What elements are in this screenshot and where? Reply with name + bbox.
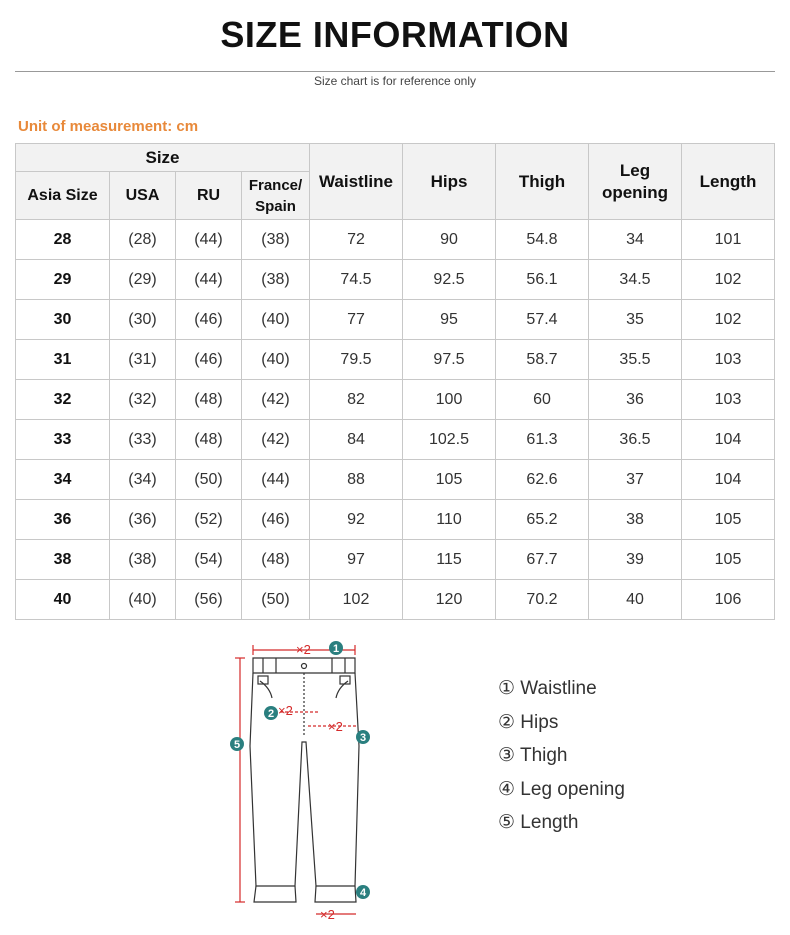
asia-size-cell: 31 (16, 340, 110, 380)
asia-size-cell: 32 (16, 380, 110, 420)
asia-size-cell: 36 (16, 500, 110, 540)
asia-size-cell: 38 (16, 540, 110, 580)
table-cell: 102 (682, 260, 775, 300)
table-cell: (38) (242, 220, 310, 260)
table-cell: (48) (176, 420, 242, 460)
asia-size-cell: 28 (16, 220, 110, 260)
table-cell: (50) (242, 580, 310, 620)
times-two-label-1: ×2 (296, 642, 311, 657)
col-header-hips: Hips (403, 144, 496, 220)
table-cell: (28) (110, 220, 176, 260)
table-row (16, 580, 775, 620)
col-header-length: Length (682, 144, 775, 220)
table-cell: 105 (403, 460, 496, 500)
table-row (16, 460, 775, 500)
table-cell: 105 (682, 500, 775, 540)
page-title: SIZE INFORMATION (220, 14, 570, 55)
table-cell: 67.7 (496, 540, 589, 580)
legend-item-thigh: ③ Thigh (498, 745, 568, 766)
table-cell: 70.2 (496, 580, 589, 620)
asia-size-cell: 30 (16, 300, 110, 340)
table-cell: (33) (110, 420, 176, 460)
table-cell: (44) (242, 460, 310, 500)
table-row (16, 220, 775, 260)
table-cell: 39 (589, 540, 682, 580)
table-cell: 36.5 (589, 420, 682, 460)
table-cell: (30) (110, 300, 176, 340)
table-cell: 34.5 (589, 260, 682, 300)
table-cell: 79.5 (310, 340, 403, 380)
col-header-france-spain: France/ Spain (242, 172, 310, 220)
title-divider (15, 71, 775, 72)
table-cell: 74.5 (310, 260, 403, 300)
table-cell: (46) (176, 340, 242, 380)
table-cell: (50) (176, 460, 242, 500)
table-cell: (31) (110, 340, 176, 380)
table-row (16, 340, 775, 380)
asia-size-cell: 40 (16, 580, 110, 620)
table-cell: 72 (310, 220, 403, 260)
asia-size-cell: 34 (16, 460, 110, 500)
table-cell: 97.5 (403, 340, 496, 380)
table-cell: 90 (403, 220, 496, 260)
size-table (15, 143, 775, 620)
table-cell: 92.5 (403, 260, 496, 300)
pants-diagram (220, 636, 390, 931)
table-row (16, 260, 775, 300)
table-cell: (40) (242, 340, 310, 380)
asia-size-cell: 29 (16, 260, 110, 300)
page-subtitle: Size chart is for reference only (313, 74, 477, 88)
pants-illustration (220, 636, 390, 926)
table-cell: (38) (110, 540, 176, 580)
table-row (16, 420, 775, 460)
times-two-label-3: ×2 (328, 719, 343, 734)
table-cell: 110 (403, 500, 496, 540)
table-cell: 115 (403, 540, 496, 580)
table-cell: (38) (242, 260, 310, 300)
table-cell: (32) (110, 380, 176, 420)
table-cell: (44) (176, 260, 242, 300)
table-cell: 58.7 (496, 340, 589, 380)
table-cell: (48) (242, 540, 310, 580)
table-cell: 65.2 (496, 500, 589, 540)
table-cell: 57.4 (496, 300, 589, 340)
table-cell: (52) (176, 500, 242, 540)
table-cell: (40) (110, 580, 176, 620)
table-cell: (42) (242, 420, 310, 460)
times-two-label-4: ×2 (320, 907, 335, 922)
legend-item-leg-opening: ④ Leg opening (498, 778, 625, 800)
table-row (16, 380, 775, 420)
table-cell: 103 (682, 380, 775, 420)
marker-1-label: 1 (332, 643, 340, 655)
measurement-legend (498, 676, 625, 844)
marker-3-label: 3 (359, 732, 367, 744)
table-cell: (34) (110, 460, 176, 500)
legend-item-waistline: ① Waistline (498, 678, 597, 699)
table-cell: 84 (310, 420, 403, 460)
col-header-ru: RU (176, 172, 242, 220)
marker-5-label: 5 (233, 739, 241, 751)
table-cell: 82 (310, 380, 403, 420)
table-cell: 77 (310, 300, 403, 340)
table-cell: 97 (310, 540, 403, 580)
table-cell: (56) (176, 580, 242, 620)
table-cell: (46) (176, 300, 242, 340)
table-cell: 102 (310, 580, 403, 620)
table-cell: 35.5 (589, 340, 682, 380)
marker-4-label: 4 (359, 887, 367, 899)
table-cell: 37 (589, 460, 682, 500)
table-cell: 62.6 (496, 460, 589, 500)
table-cell: 34 (589, 220, 682, 260)
table-cell: 100 (403, 380, 496, 420)
table-row (16, 500, 775, 540)
table-cell: 103 (682, 340, 775, 380)
col-header-asia-size: Asia Size (16, 172, 110, 220)
col-header-waistline: Waistline (310, 144, 403, 220)
table-cell: (46) (242, 500, 310, 540)
table-cell: (36) (110, 500, 176, 540)
table-cell: 88 (310, 460, 403, 500)
table-row (16, 300, 775, 340)
table-cell: 56.1 (496, 260, 589, 300)
table-cell: 38 (589, 500, 682, 540)
table-cell: (42) (242, 380, 310, 420)
table-cell: 104 (682, 460, 775, 500)
table-cell: 106 (682, 580, 775, 620)
table-cell: 120 (403, 580, 496, 620)
unit-label: Unit of measurement: cm (18, 118, 199, 135)
table-cell: 104 (682, 420, 775, 460)
table-cell: (29) (110, 260, 176, 300)
size-group-header: Size (16, 144, 310, 172)
table-cell: (48) (176, 380, 242, 420)
table-row (16, 540, 775, 580)
table-cell: (44) (176, 220, 242, 260)
table-cell: 40 (589, 580, 682, 620)
table-cell: 36 (589, 380, 682, 420)
table-cell: 92 (310, 500, 403, 540)
marker-2-label: 2 (267, 708, 275, 720)
table-cell: 102.5 (403, 420, 496, 460)
table-cell: 101 (682, 220, 775, 260)
col-header-leg-opening: Leg opening (589, 144, 682, 220)
legend-item-length: ⑤ Length (498, 812, 579, 833)
table-cell: 95 (403, 300, 496, 340)
table-cell: 61.3 (496, 420, 589, 460)
asia-size-cell: 33 (16, 420, 110, 460)
table-cell: 102 (682, 300, 775, 340)
table-cell: (40) (242, 300, 310, 340)
table-cell: 54.8 (496, 220, 589, 260)
col-header-usa: USA (110, 172, 176, 220)
table-cell: 35 (589, 300, 682, 340)
table-cell: 105 (682, 540, 775, 580)
legend-item-hips: ② Hips (498, 711, 559, 733)
col-header-thigh: Thigh (496, 144, 589, 220)
table-cell: 60 (496, 380, 589, 420)
times-two-label-2: ×2 (278, 703, 293, 718)
table-cell: (54) (176, 540, 242, 580)
